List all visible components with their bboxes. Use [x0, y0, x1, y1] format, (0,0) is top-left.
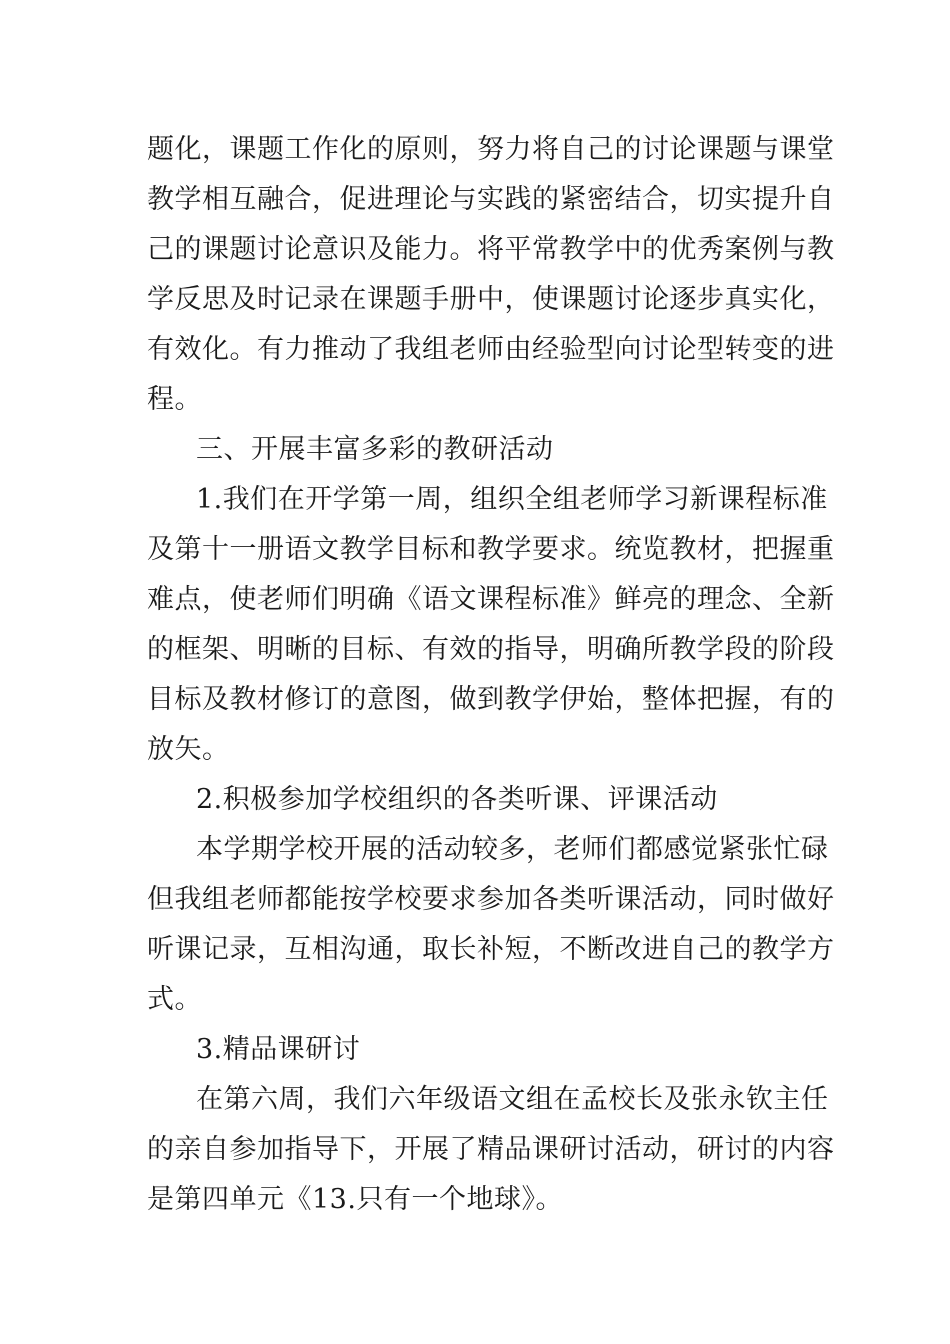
body-text-line: 本学期学校开展的活动较多，老师们都感觉紧张忙碌	[196, 834, 829, 865]
list-item-heading: 1.我们在开学第一周，组织全组老师学习新课程标准	[196, 484, 828, 515]
body-text-line: 听课记录，互相沟通，取长补短，不断改进自己的教学方	[147, 934, 835, 965]
body-text-line: 式。	[147, 984, 202, 1015]
body-text-line: 是第四单元《13.只有一个地球》。	[147, 1184, 563, 1215]
body-text-line: 放矢。	[147, 734, 230, 765]
body-text-line: 但我组老师都能按学校要求参加各类听课活动，同时做好	[147, 884, 835, 915]
body-text-line: 难点，使老师们明确《语文课程标准》鲜亮的理念、全新	[147, 584, 835, 615]
body-text-line: 在第六周，我们六年级语文组在孟校长及张永钦主任	[196, 1084, 829, 1115]
body-text-line: 有效化。有力推动了我组老师由经验型向讨论型转变的进	[147, 334, 835, 365]
body-text-line: 学反思及时记录在课题手册中，使课题讨论逐步真实化，	[147, 284, 835, 315]
body-text-line: 的亲自参加指导下，开展了精品课研讨活动，研讨的内容	[147, 1134, 835, 1165]
body-text-line: 教学相互融合，促进理论与实践的紧密结合，切实提升自	[147, 184, 835, 215]
body-text-line: 及第十一册语文教学目标和教学要求。统览教材，把握重	[147, 534, 835, 565]
section-heading: 三、开展丰富多彩的教研活动	[196, 434, 554, 465]
list-item-heading: 3.精品课研讨	[196, 1034, 361, 1065]
body-text-line: 的框架、明晰的目标、有效的指导，明确所教学段的阶段	[147, 634, 835, 665]
body-text-line: 目标及教材修订的意图，做到教学伊始，整体把握，有的	[147, 684, 835, 715]
body-text-line: 己的课题讨论意识及能力。将平常教学中的优秀案例与教	[147, 234, 835, 265]
list-item-heading: 2.积极参加学校组织的各类听课、评课活动	[196, 784, 718, 815]
body-text-line: 题化，课题工作化的原则，努力将自己的讨论课题与课堂	[147, 134, 835, 165]
body-text-line: 程。	[147, 384, 202, 415]
